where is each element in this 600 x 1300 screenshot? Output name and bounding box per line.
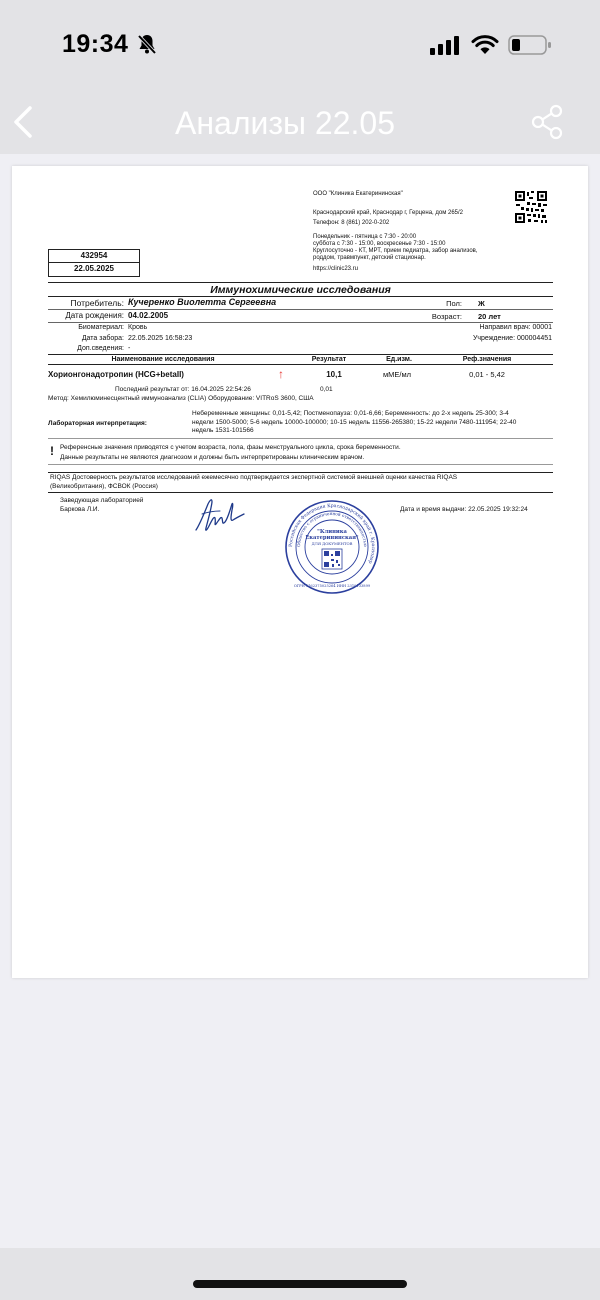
sample-date-label: Дата забора: xyxy=(81,335,124,342)
head-name: Баркова Л.И. xyxy=(60,506,100,513)
sex-value: Ж xyxy=(478,299,485,308)
clinic-phone: Телефон: 8 (861) 202-0-202 xyxy=(313,220,390,226)
extra-info-value: - xyxy=(128,345,131,352)
page-title: Анализы 22.05 xyxy=(175,105,395,141)
qr-code-icon xyxy=(514,190,548,224)
clinic-site: https://clinic23.ru xyxy=(313,266,359,272)
riqas-line-1: RIQAS Достоверность результатов исследований ежемесячно подтверждается экспертной системой внешней оценки качества RIQAS xyxy=(50,474,458,481)
note-1: Референсные значения приводятся с учетом возраста, пола, фазы менструального цикла, срока беременности. xyxy=(60,444,401,451)
order-box-divider xyxy=(48,262,139,263)
last-result-value: 0,01 xyxy=(320,386,333,393)
signature-icon xyxy=(192,494,252,536)
clinic-hours-1: Понедельник - пятница с 7:30 - 20:00 xyxy=(313,234,417,240)
result-high-flag-icon: ↑ xyxy=(278,367,284,381)
order-date: 22.05.2025 xyxy=(73,264,115,273)
col-header-name: Наименование исследования xyxy=(111,356,215,363)
interpretation-line-1: Небеременные женщины: 0,01-5,42; Постменопауза: 0,01-6,66; Беременность: до 2-х недель 25-300; 3-4 xyxy=(192,410,509,417)
order-number: 432954 xyxy=(80,251,108,260)
test-ref-range: 0,01 - 5,42 xyxy=(469,370,505,379)
patient-label: Потребитель: xyxy=(70,298,124,308)
test-name: Хорионгонадотропин (HCG+betaII) xyxy=(48,370,184,379)
clinic-name: ООО "Клиника Екатерининская" xyxy=(313,191,403,197)
test-result: 10,1 xyxy=(326,370,342,379)
clinic-hours-4: роддом, травмпункт, детский стационар. xyxy=(313,255,426,261)
patient-name: Кучеренко Виолетта Сергеевна xyxy=(128,297,277,307)
clinic-hours-3: Круглосуточно - КТ, МРТ, прием педиатра, забор анализов, xyxy=(313,248,478,254)
stamp-line-3: ДЛЯ ДОКУМЕНТОВ xyxy=(311,541,353,546)
cellular-signal-icon xyxy=(430,35,462,55)
stamp-ring-outer: Российская Федерация Краснодарский край г. Краснодар xyxy=(288,503,376,565)
test-unit: мМЕ/мл xyxy=(382,370,412,379)
warning-icon: ! xyxy=(50,444,54,458)
interpretation-label: Лабораторная интерпретация: xyxy=(48,420,147,427)
note-2: Данные результаты не являются диагнозом и должны быть интерпретированы клиническим врачом. xyxy=(60,454,365,461)
dob-value: 04.02.2005 xyxy=(128,311,169,320)
riqas-line-2: (Великобритания), ФСВОК (Россия) xyxy=(50,483,158,490)
interpretation-line-2: недели 1500-5000; 5-6 недель 10000-100000; 10-15 недель 11556-265380; 15-22 недели 7480-111954; 22-40 xyxy=(192,418,517,426)
clinic-address: Краснодарский край, Краснодар г, Герцена, дом 265/2 xyxy=(313,210,464,216)
wifi-icon xyxy=(471,34,499,56)
sample-date-value: 22.05.2025 16:58:23 xyxy=(128,335,193,342)
stamp-line-2: Екатерининская" xyxy=(305,535,359,541)
nav-bar xyxy=(0,90,600,154)
biomaterial-value: Кровь xyxy=(128,324,148,331)
dob-label: Дата рождения: xyxy=(65,311,124,320)
referring-doctor: Направил врач: 00001 xyxy=(479,324,552,331)
interpretation-line-3: недель 1531-101566 xyxy=(192,427,254,434)
age-label: Возраст: xyxy=(431,312,462,321)
stamp-line-1: "Клиника xyxy=(317,529,347,535)
extra-info-label: Доп.сведения: xyxy=(77,345,124,352)
clinic-stamp-icon xyxy=(284,499,380,595)
col-header-result: Результат xyxy=(311,356,347,363)
bell-muted-icon xyxy=(136,33,158,55)
sex-label: Пол: xyxy=(446,299,462,308)
battery-icon xyxy=(508,35,552,55)
home-indicator[interactable] xyxy=(193,1280,407,1288)
issued-datetime: Дата и время выдачи: 22.05.2025 19:32:24 xyxy=(400,506,528,513)
status-bar xyxy=(0,0,600,90)
stamp-ring-inner: Общество с ограниченной ответственностью xyxy=(295,510,369,548)
age-value: 20 лет xyxy=(478,312,501,321)
method-text: Метод: Хемилюминесцентный иммуноанализ (CLIA) Оборудование: VITRoS 3600, США xyxy=(48,395,314,402)
report-title: Иммунохимические исследования xyxy=(210,284,391,296)
biomaterial-label: Биоматериал: xyxy=(78,324,124,331)
status-time: 19:34 xyxy=(62,30,129,58)
share-icon[interactable] xyxy=(530,104,566,140)
institution: Учреждение: 000004451 xyxy=(472,335,552,342)
stamp-ring-bottom: ОГРН 1162375025264 ИНН 2310133899 xyxy=(293,584,371,588)
last-result-label: Последний результат от: 16.04.2025 22:54:26 xyxy=(115,386,251,393)
lab-report xyxy=(12,166,588,978)
stamp-qr-icon xyxy=(322,549,342,569)
col-header-ref: Реф.значения xyxy=(462,356,512,363)
clinic-hours-2: суббота с 7:30 - 15:00, воскресенье 7:30 - 15:00 xyxy=(313,241,446,247)
col-header-unit: Ед.изм. xyxy=(386,356,412,363)
head-title: Заведующая лабораторией xyxy=(60,497,144,504)
bottom-bar xyxy=(0,1248,600,1300)
document-page[interactable] xyxy=(12,166,588,978)
